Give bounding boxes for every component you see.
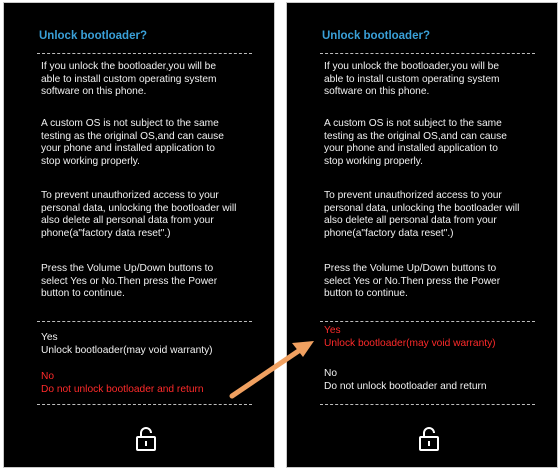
dashed-divider [320, 321, 535, 322]
option-no-label[interactable]: No [324, 368, 338, 379]
option-yes-label[interactable]: Yes [41, 332, 58, 343]
dashed-divider [37, 53, 252, 54]
screen-title: Unlock bootloader? [39, 30, 147, 42]
bootloader-screen-right [286, 2, 558, 468]
instruction-paragraph: Press the Volume Up/Down buttons to select Yes or No.Then press the Power button to continue. [324, 263, 501, 300]
option-yes-description[interactable]: Unlock bootloader(may void warranty) [41, 345, 213, 356]
option-no-description[interactable]: Do not unlock bootloader and return [324, 381, 487, 392]
bootloader-screen-left [3, 2, 275, 468]
screen-title: Unlock bootloader? [322, 30, 430, 42]
warning-paragraph: If you unlock the bootloader,you will be able to install custom operating system software on this phone. [324, 61, 500, 98]
option-no-description[interactable]: Do not unlock bootloader and return [41, 384, 204, 395]
dashed-divider [37, 321, 252, 322]
dashed-divider [320, 53, 535, 54]
warning-paragraph: If you unlock the bootloader,you will be able to install custom operating system software on this phone. [41, 61, 217, 98]
option-yes-label[interactable]: Yes [324, 325, 341, 336]
warning-paragraph: A custom OS is not subject to the same testing as the original OS,and can cause your phone and installed application to stop working properly. [41, 118, 224, 167]
dashed-divider [320, 404, 535, 405]
dashed-divider [37, 404, 252, 405]
option-no-label[interactable]: No [41, 371, 55, 382]
instruction-paragraph: Press the Volume Up/Down buttons to select Yes or No.Then press the Power button to continue. [41, 263, 218, 300]
unlocked-padlock-icon [134, 426, 158, 452]
unlocked-padlock-icon [417, 426, 441, 452]
warning-paragraph: To prevent unauthorized access to your personal data, unlocking the bootloader will also delete all personal data from your phone(a"factory data reset".) [41, 190, 237, 239]
warning-paragraph: To prevent unauthorized access to your personal data, unlocking the bootloader will also delete all personal data from your phone(a"factory data reset".) [324, 190, 520, 239]
option-yes-description[interactable]: Unlock bootloader(may void warranty) [324, 338, 496, 349]
warning-paragraph: A custom OS is not subject to the same testing as the original OS,and can cause your phone and installed application to stop working properly. [324, 118, 507, 167]
